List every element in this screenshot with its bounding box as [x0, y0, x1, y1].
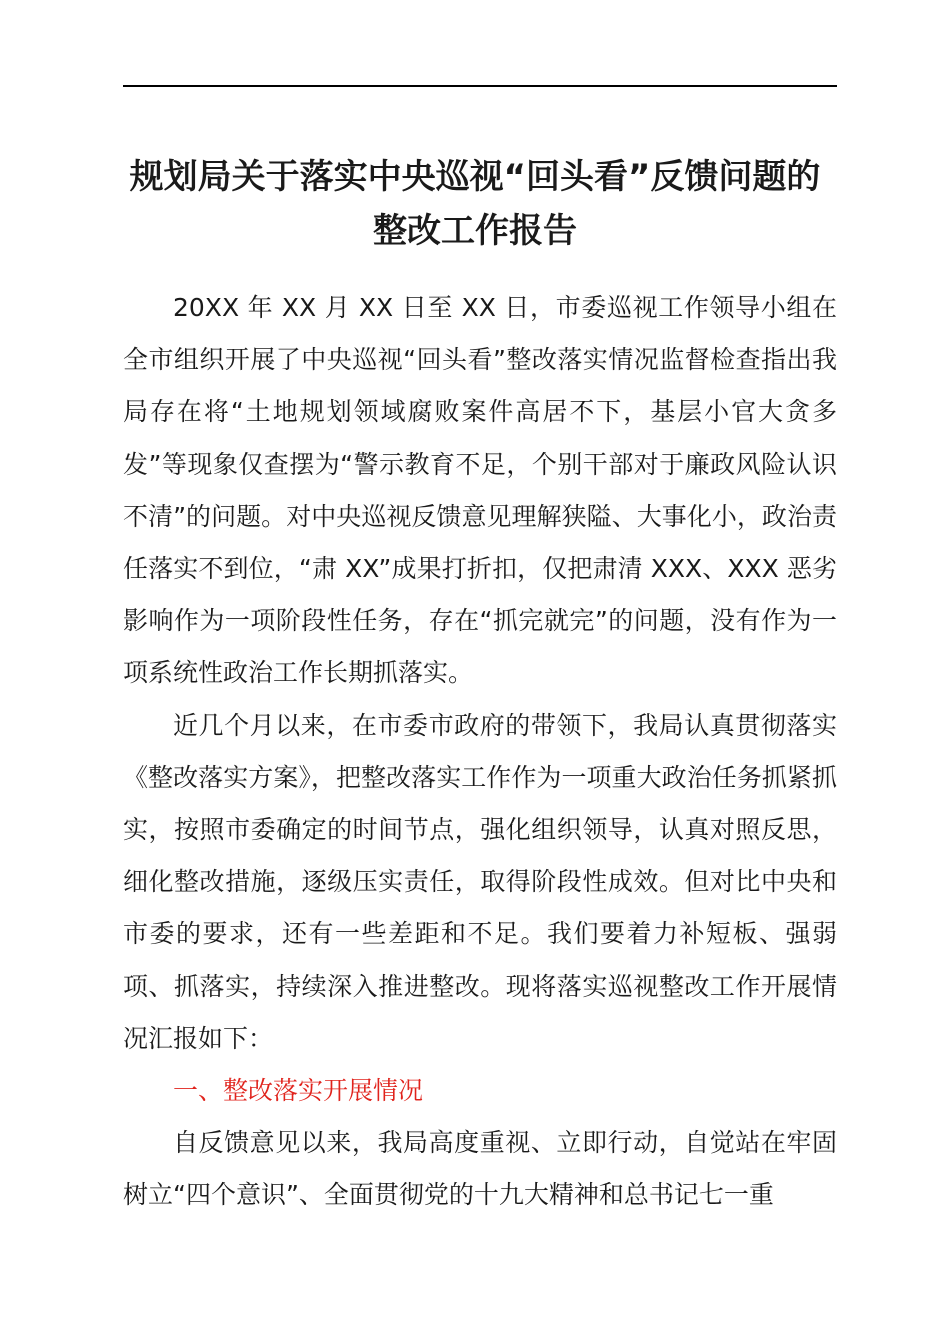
paragraph-1: 20XX 年 XX 月 XX 日至 XX 日，市委巡视工作领导小组在全市组织开展了中央巡视“回头看”整改落实情况监督检查指出我局存在将“土地规划领域腐败案件高居不下，基层小官大贪多发”等现象仅查摆为“警示教育不足，个别干部对于廉政风险认识不清”的问题。对中央巡视反馈意见理解狭隘、大事化小，政治责任落实不到位，“肃 XX”成果打折扣，仅把肃清 XXX、XXX 恶劣影响作为一项阶段性任务，存在“抓完就完”的问题，没有作为一项系统性政治工作长期抓落实。 — [123, 293, 837, 688]
header-rule — [123, 85, 837, 87]
section-heading-1: 一、整改落实开展情况 — [173, 1076, 424, 1106]
paragraph-2: 近几个月以来，在市委市政府的带领下，我局认真贯彻落实《整改落实方案》，把整改落实工作作为一项重大政治任务抓紧抓实，按照市委确定的时间节点，强化组织领导，认真对照反思，细化整改措施，逐级压实责任，取得阶段性成效。但对比中央和市委的要求，还有一些差距和不足。我们要着力补短板、强弱项、抓落实，持续深入推进整改。现将落实巡视整改工作开展情况汇报如下： — [123, 710, 837, 1053]
paragraph-3: 自反馈意见以来，我局高度重视、立即行动，自觉站在牢固树立“四个意识”、全面贯彻党的十九大精神和总书记七一重 — [123, 1128, 837, 1210]
document-title — [100, 150, 850, 258]
title-line-2: 整改工作报告 — [373, 211, 577, 251]
document-body — [123, 282, 837, 1222]
title-line-1: 规划局关于落实中央巡视“回头看”反馈问题的 — [129, 157, 821, 197]
